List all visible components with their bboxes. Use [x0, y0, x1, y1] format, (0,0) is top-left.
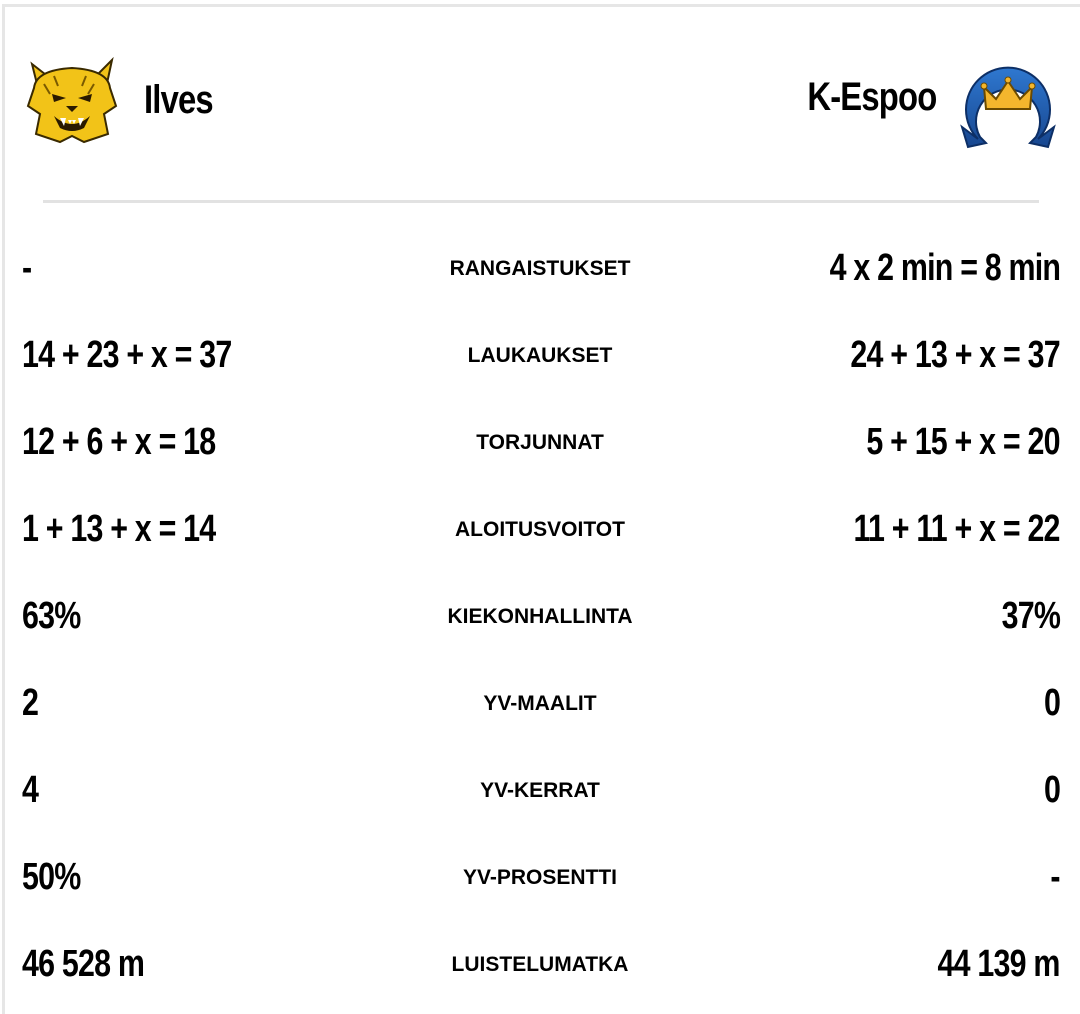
stats-table [0, 225, 1080, 1008]
ilves-logo-icon [24, 54, 120, 146]
stat-label: YV-MAALIT [483, 692, 597, 715]
stat-row-rangaistukset [0, 225, 1080, 312]
home-value: 63% [22, 595, 81, 637]
stat-label: LUISTELUMATKA [451, 953, 629, 976]
home-value: - [22, 247, 32, 289]
away-team[interactable] [779, 45, 1060, 150]
stat-row-yv-maalit [0, 660, 1080, 747]
away-value: 11 + 11 + x = 22 [853, 508, 1060, 550]
home-team-name: Ilves [144, 77, 213, 122]
stat-row-luistelumatka [0, 921, 1080, 1008]
away-value: 0 [1043, 769, 1060, 811]
stat-label: YV-PROSENTTI [462, 866, 618, 889]
stat-row-aloitusvoitot [0, 486, 1080, 573]
stat-label: TORJUNNAT [476, 431, 604, 454]
away-value: 37% [1001, 595, 1060, 637]
away-value: 44 139 m [937, 943, 1060, 985]
home-value: 12 + 6 + x = 18 [22, 421, 216, 463]
k-espoo-logo-icon [956, 47, 1060, 149]
home-value: 4 [22, 769, 39, 811]
home-value: 50% [22, 856, 81, 898]
away-value: 5 + 15 + x = 20 [866, 421, 1060, 463]
header-divider [43, 200, 1039, 203]
home-value: 1 + 13 + x = 14 [22, 508, 216, 550]
teams-header [0, 0, 1080, 200]
away-team-name: K-Espoo [806, 75, 936, 119]
home-value: 14 + 23 + x = 37 [22, 334, 232, 376]
away-value: 4 x 2 min = 8 min [829, 247, 1060, 289]
away-value: 0 [1043, 682, 1060, 724]
home-team[interactable] [24, 50, 228, 150]
stat-label: LAUKAUKSET [467, 344, 613, 367]
stat-row-yv-prosentti [0, 834, 1080, 921]
stat-row-yv-kerrat [0, 747, 1080, 834]
away-value: 24 + 13 + x = 37 [850, 334, 1060, 376]
stat-label: KIEKONHALLINTA [447, 605, 633, 628]
stat-label: ALOITUSVOITOT [455, 518, 625, 541]
home-value: 2 [22, 682, 39, 724]
stat-label: RANGAISTUKSET [449, 257, 631, 280]
stat-row-torjunnat [0, 399, 1080, 486]
home-value: 46 528 m [22, 943, 145, 985]
stat-label: YV-KERRAT [480, 779, 600, 802]
stat-row-kiekonhallinta [0, 573, 1080, 660]
away-value: - [1050, 856, 1060, 898]
stat-row-laukaukset [0, 312, 1080, 399]
